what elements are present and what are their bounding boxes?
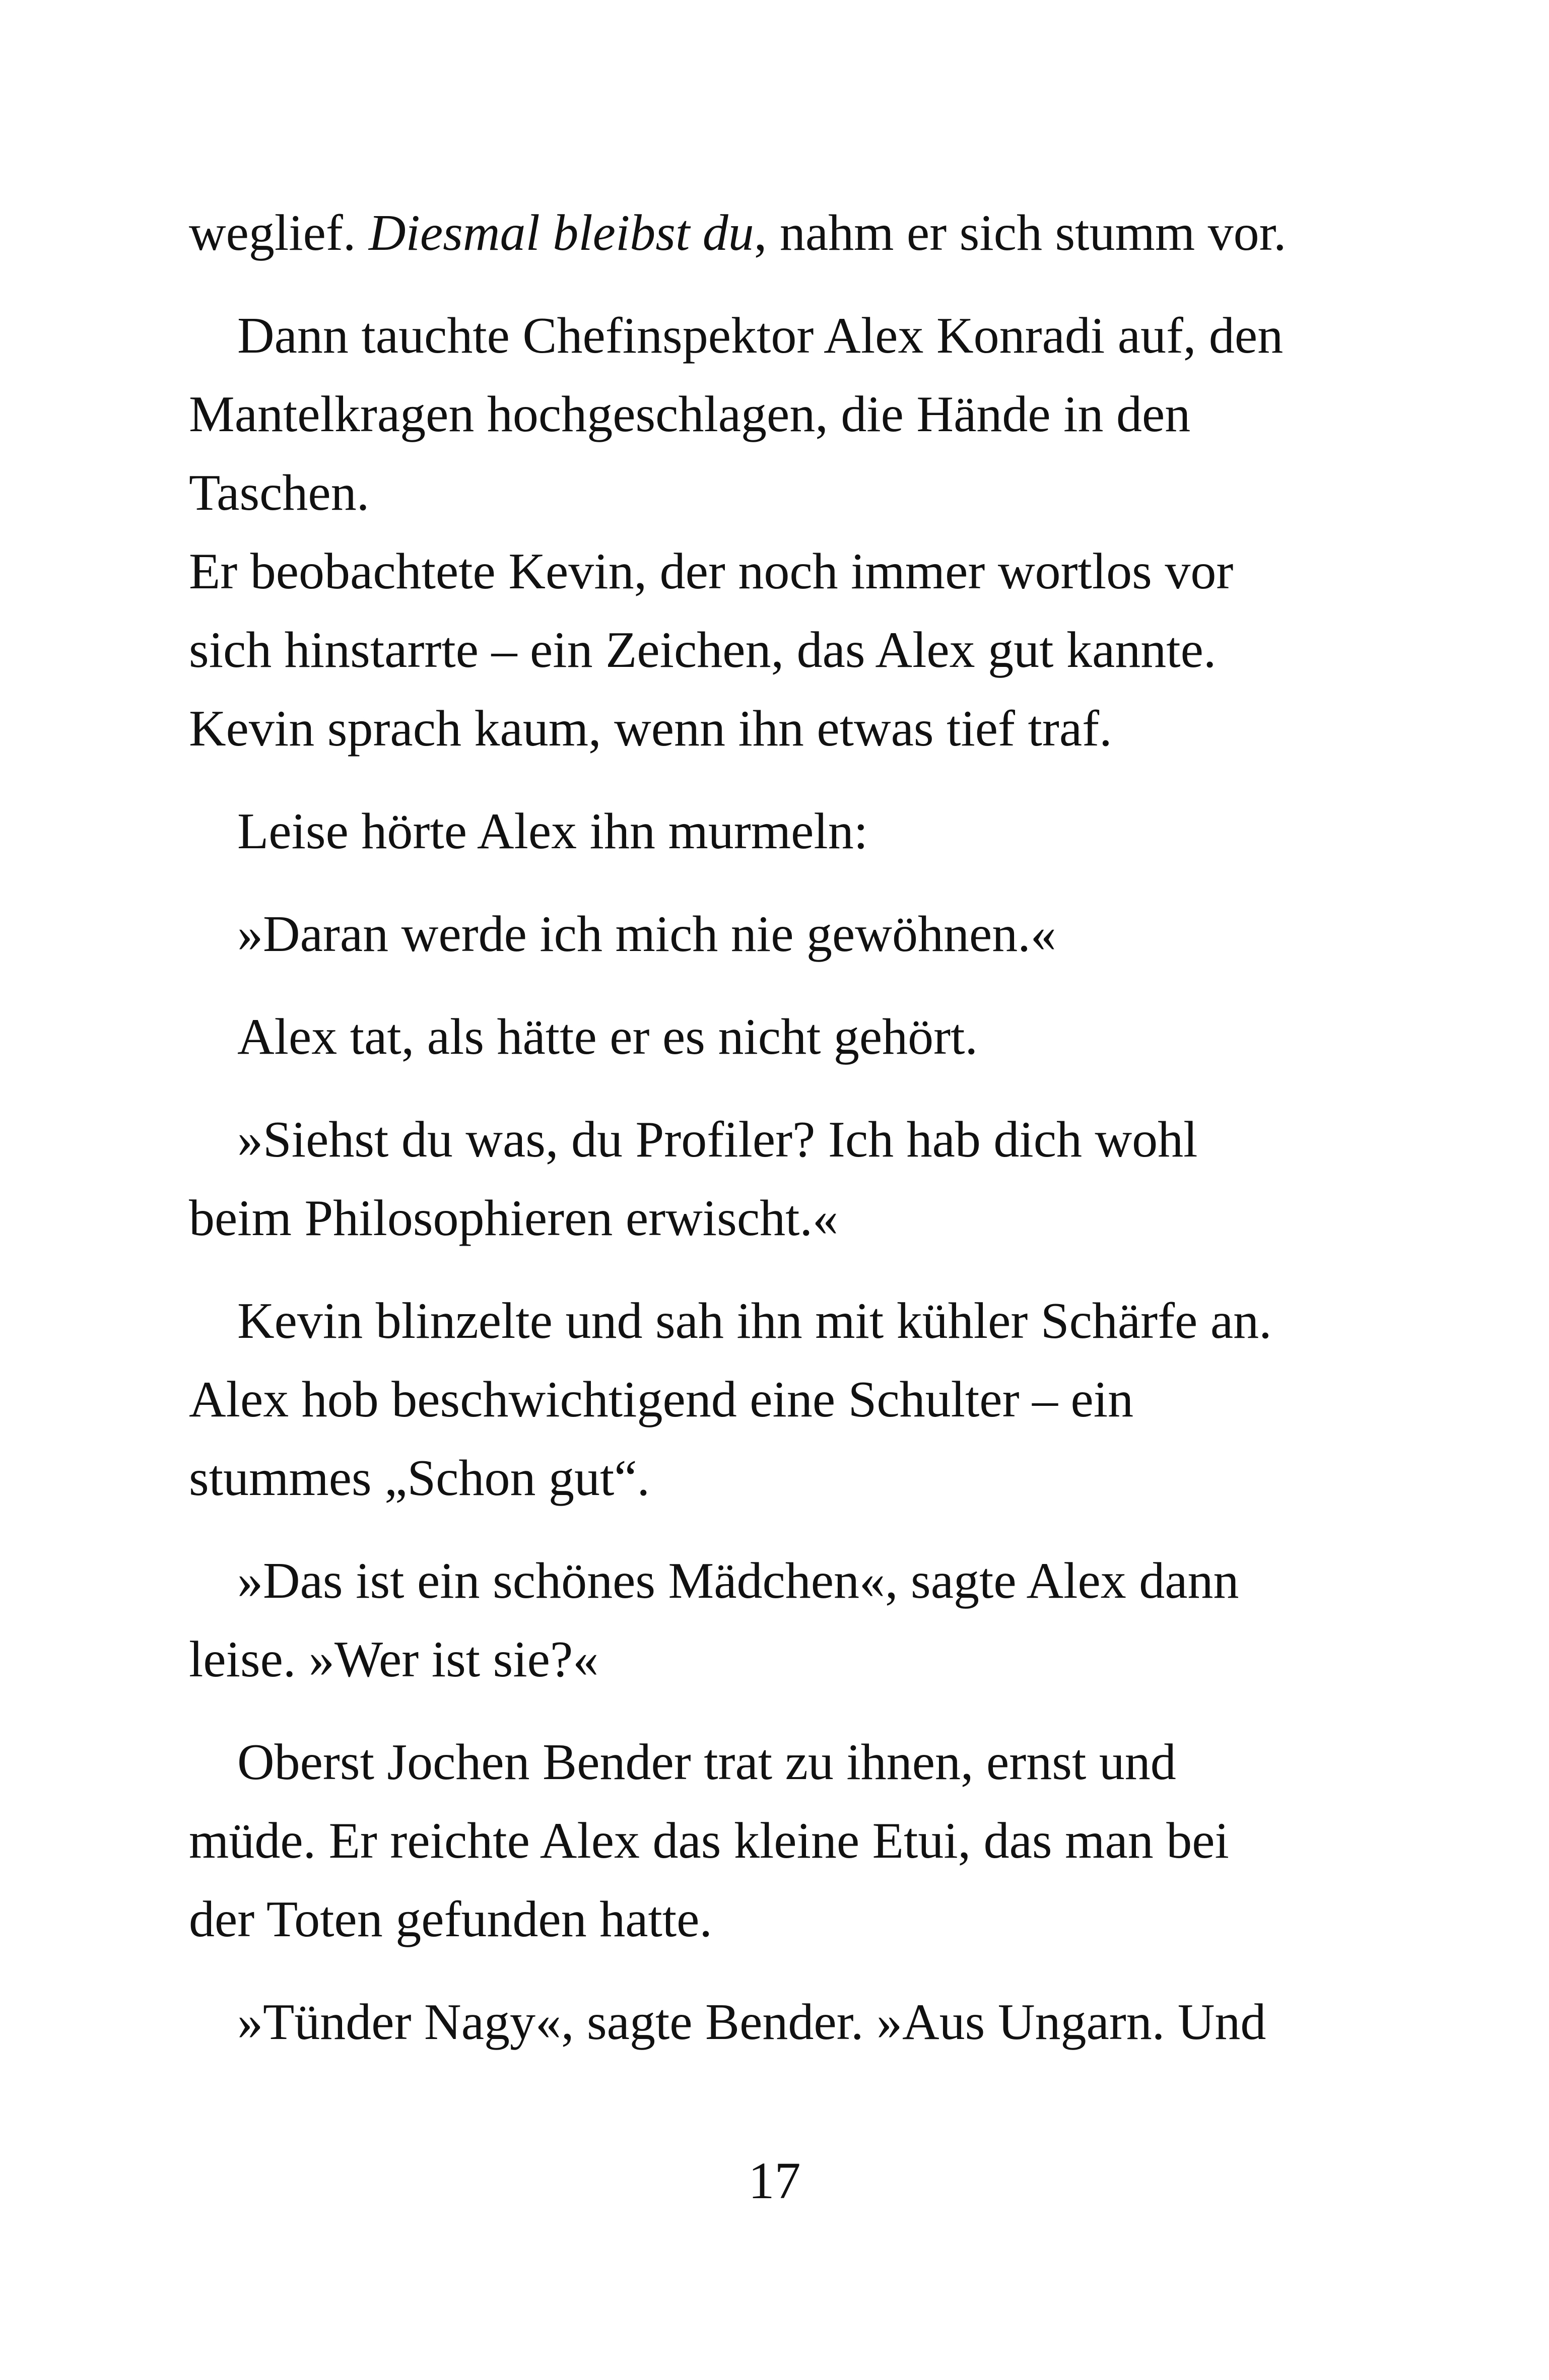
text-line <box>189 194 1363 273</box>
text-line: »Daran werde ich mich nie gewöhnen.« <box>237 906 1056 963</box>
text-line: Leise hörte Alex ihn murmeln: <box>237 803 868 860</box>
page-number: 17 <box>748 2152 801 2210</box>
text-line: leise. »Wer ist sie?« <box>189 1631 599 1688</box>
text-line: beim Philosophieren erwischt.« <box>189 1190 838 1247</box>
text-line: Kevin sprach kaum, wenn ihn etwas tief traf. <box>189 700 1112 757</box>
paragraph-9 <box>189 1542 1363 1699</box>
text-line: Alex tat, als hätte er es nicht gehört. <box>237 1008 978 1065</box>
paragraph-2 <box>189 297 1363 532</box>
text-line: »Siehst du was, du Profiler? Ich hab dich wohl <box>237 1111 1198 1168</box>
text-line: sich hinstarrte – ein Zeichen, das Alex gut kannte. <box>189 622 1217 678</box>
text-run: , nahm er sich stumm vor. <box>754 205 1287 261</box>
text-line: »Tünder Nagy«, sagte Bender. »Aus Ungarn. Und <box>237 1994 1266 2051</box>
paragraph-7 <box>189 1101 1363 1258</box>
text-line: der Toten gefunden hatte. <box>189 1891 712 1948</box>
paragraph-8 <box>189 1282 1363 1518</box>
paragraph-11 <box>189 1983 1363 2062</box>
paragraph-3 <box>189 532 1363 768</box>
text-line: Alex hob beschwichtigend eine Schulter – ein <box>189 1371 1134 1428</box>
text-line: stummes „Schon gut“. <box>189 1450 650 1507</box>
text-line: Taschen. <box>189 464 370 521</box>
text-line: müde. Er reichte Alex das kleine Etui, das man bei <box>189 1812 1229 1869</box>
text-line: Dann tauchte Chefinspektor Alex Konradi auf, den <box>237 307 1284 364</box>
body-text <box>189 194 1363 2086</box>
text-line: Oberst Jochen Bender trat zu ihnen, ernst und <box>237 1734 1176 1791</box>
paragraph-5 <box>189 895 1363 974</box>
italic-text: Diesmal bleibst du <box>368 205 754 261</box>
text-line: Mantelkragen hochgeschlagen, die Hände in den <box>189 386 1191 443</box>
paragraph-10 <box>189 1723 1363 1959</box>
text-line: »Das ist ein schönes Mädchen«, sagte Alex dann <box>237 1552 1239 1609</box>
paragraph-1 <box>189 194 1363 273</box>
paragraph-4 <box>189 792 1363 871</box>
text-run: weglief. <box>189 205 369 261</box>
paragraph-6 <box>189 998 1363 1076</box>
text-line: Er beobachtete Kevin, der noch immer wortlos vor <box>189 543 1234 600</box>
text-line: Kevin blinzelte und sah ihn mit kühler Schärfe an. <box>237 1293 1272 1349</box>
